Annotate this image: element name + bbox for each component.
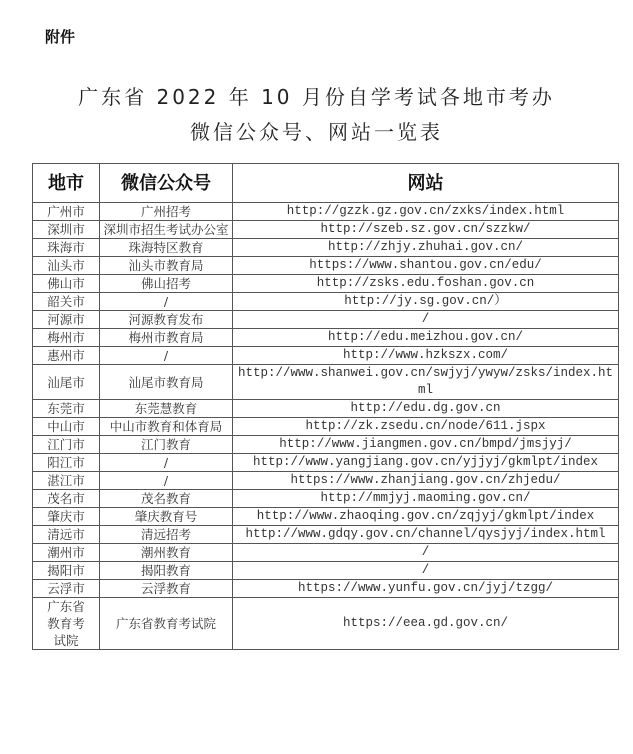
city-cell: 肇庆市	[33, 508, 100, 526]
city-cell: 阳江市	[33, 454, 100, 472]
table-row	[33, 490, 619, 508]
city-cell: 梅州市	[33, 329, 100, 347]
wechat-cell: 广州招考	[100, 203, 233, 221]
website-link[interactable]: http://edu.meizhou.gov.cn/	[233, 329, 619, 347]
city-cell: 深圳市	[33, 221, 100, 239]
website-link[interactable]: https://www.zhanjiang.gov.cn/zhjedu/	[233, 472, 619, 490]
wechat-cell: 深圳市招生考试办公室	[100, 221, 233, 239]
city-cell: 佛山市	[33, 275, 100, 293]
table-row	[33, 275, 619, 293]
contacts-table	[32, 163, 619, 650]
table-row	[33, 257, 619, 275]
website-link[interactable]: http://mmjyj.maoming.gov.cn/	[233, 490, 619, 508]
table-row	[33, 508, 619, 526]
website-link[interactable]: http://www.hzkszx.com/	[233, 347, 619, 365]
table-row	[33, 400, 619, 418]
wechat-cell: 汕头市教育局	[100, 257, 233, 275]
city-cell: 韶关市	[33, 293, 100, 311]
document-title-line2: 微信公众号、网站一览表	[190, 120, 443, 144]
website-cell: /	[233, 544, 619, 562]
document-title-line1: 广东省 2022 年 10 月份自学考试各地市考办	[78, 85, 555, 109]
website-link[interactable]: http://zsks.edu.foshan.gov.cn	[233, 275, 619, 293]
header-city: 地市	[33, 164, 100, 203]
website-link[interactable]: http://www.yangjiang.gov.cn/yjjyj/gkmlpt/index	[233, 454, 619, 472]
wechat-cell: 佛山招考	[100, 275, 233, 293]
website-link[interactable]: https://www.yunfu.gov.cn/jyj/tzgg/	[233, 580, 619, 598]
website-link[interactable]: http://szeb.sz.gov.cn/szzkw/	[233, 221, 619, 239]
wechat-cell: /	[100, 347, 233, 365]
attachment-label: 附件	[45, 28, 76, 46]
header-wechat: 微信公众号	[100, 164, 233, 203]
table-row	[33, 472, 619, 490]
wechat-cell: /	[100, 293, 233, 311]
table-row	[33, 293, 619, 311]
wechat-cell: 茂名教育	[100, 490, 233, 508]
wechat-cell: 云浮教育	[100, 580, 233, 598]
website-cell: /	[233, 311, 619, 329]
website-link[interactable]: http://jy.sg.gov.cn/）	[233, 293, 619, 311]
table-row	[33, 598, 619, 650]
city-cell: 河源市	[33, 311, 100, 329]
city-cell: 茂名市	[33, 490, 100, 508]
wechat-cell: /	[100, 472, 233, 490]
city-cell: 清远市	[33, 526, 100, 544]
city-cell: 湛江市	[33, 472, 100, 490]
city-cell: 汕头市	[33, 257, 100, 275]
table-row	[33, 418, 619, 436]
table-row	[33, 580, 619, 598]
website-link[interactable]: http://edu.dg.gov.cn	[233, 400, 619, 418]
wechat-cell: 清远招考	[100, 526, 233, 544]
wechat-cell: 珠海特区教育	[100, 239, 233, 257]
wechat-cell: 梅州市教育局	[100, 329, 233, 347]
wechat-cell: 汕尾市教育局	[100, 365, 233, 400]
table-row	[33, 454, 619, 472]
city-cell: 江门市	[33, 436, 100, 454]
city-cell: 珠海市	[33, 239, 100, 257]
table-row	[33, 544, 619, 562]
city-cell: 广州市	[33, 203, 100, 221]
header-website: 网站	[233, 164, 619, 203]
website-link[interactable]: http://www.shanwei.gov.cn/swjyj/ywyw/zsks/index.html	[233, 365, 619, 400]
city-cell: 广东省教育考试院	[33, 598, 100, 650]
wechat-cell: 中山市教育和体育局	[100, 418, 233, 436]
city-cell: 云浮市	[33, 580, 100, 598]
table-row	[33, 562, 619, 580]
table-header-row	[33, 164, 619, 203]
city-cell: 惠州市	[33, 347, 100, 365]
city-cell: 揭阳市	[33, 562, 100, 580]
table-row	[33, 203, 619, 221]
website-link[interactable]: https://eea.gd.gov.cn/	[233, 598, 619, 650]
wechat-cell: 揭阳教育	[100, 562, 233, 580]
table-row	[33, 239, 619, 257]
wechat-cell: 河源教育发布	[100, 311, 233, 329]
wechat-cell: 江门教育	[100, 436, 233, 454]
table-row	[33, 311, 619, 329]
wechat-cell: 潮州教育	[100, 544, 233, 562]
table-row	[33, 221, 619, 239]
table-row	[33, 526, 619, 544]
website-link[interactable]: http://gzzk.gz.gov.cn/zxks/index.html	[233, 203, 619, 221]
wechat-cell: 东莞慧教育	[100, 400, 233, 418]
website-cell: /	[233, 562, 619, 580]
website-link[interactable]: http://zk.zsedu.cn/node/611.jspx	[233, 418, 619, 436]
website-link[interactable]: http://www.zhaoqing.gov.cn/zqjyj/gkmlpt/index	[233, 508, 619, 526]
city-cell: 潮州市	[33, 544, 100, 562]
wechat-cell: 肇庆教育号	[100, 508, 233, 526]
wechat-cell: 广东省教育考试院	[100, 598, 233, 650]
city-cell: 中山市	[33, 418, 100, 436]
table-row	[33, 347, 619, 365]
website-link[interactable]: http://www.gdqy.gov.cn/channel/qysjyj/index.html	[233, 526, 619, 544]
website-link[interactable]: http://zhjy.zhuhai.gov.cn/	[233, 239, 619, 257]
website-link[interactable]: https://www.shantou.gov.cn/edu/	[233, 257, 619, 275]
table-row	[33, 329, 619, 347]
city-cell: 汕尾市	[33, 365, 100, 400]
wechat-cell: /	[100, 454, 233, 472]
table-row	[33, 365, 619, 400]
website-link[interactable]: http://www.jiangmen.gov.cn/bmpd/jmsjyj/	[233, 436, 619, 454]
city-cell: 东莞市	[33, 400, 100, 418]
table-row	[33, 436, 619, 454]
